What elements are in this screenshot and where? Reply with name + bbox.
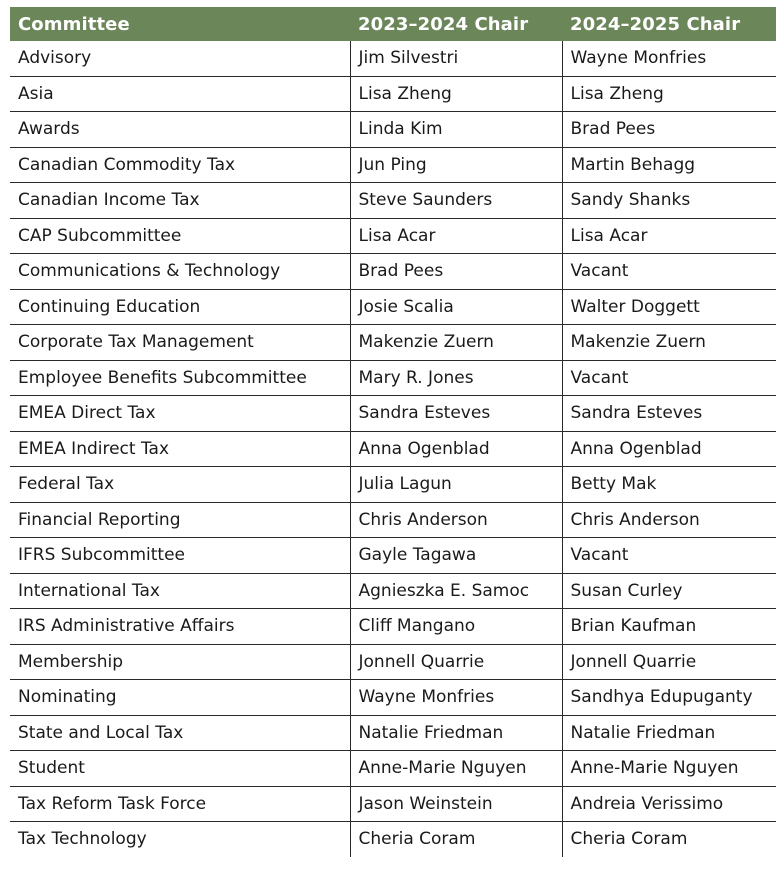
table-row bbox=[10, 502, 776, 538]
chair-2023-2024-cell: Wayne Monfries bbox=[350, 680, 562, 716]
table-row bbox=[10, 183, 776, 219]
table-row bbox=[10, 644, 776, 680]
committee-cell: Tax Reform Task Force bbox=[10, 786, 350, 822]
committee-cell: Nominating bbox=[10, 680, 350, 716]
table-row bbox=[10, 715, 776, 751]
committee-cell: Tax Technology bbox=[18, 829, 147, 850]
chair-2023-2024-cell: Brad Pees bbox=[350, 254, 562, 290]
chair-2023-2024-cell: Cheria Coram bbox=[350, 822, 562, 857]
committee-cell: Employee Benefits Subcommittee bbox=[10, 360, 350, 396]
chair-2024-2025-cell: Brad Pees bbox=[562, 112, 776, 148]
chair-2024-2025-cell: Lisa Zheng bbox=[562, 76, 776, 112]
committee-cell: Asia bbox=[10, 76, 350, 112]
chair-2023-2024-cell: Steve Saunders bbox=[350, 183, 562, 219]
header-row bbox=[10, 7, 776, 41]
chair-2023-2024-cell: Makenzie Zuern bbox=[350, 325, 562, 361]
table-row bbox=[10, 573, 776, 609]
table-row bbox=[10, 751, 776, 787]
committee-cell: State and Local Tax bbox=[10, 715, 350, 751]
header-2023-2024-chair: 2023–2024 Chair bbox=[350, 7, 562, 41]
chair-2024-2025-cell: Vacant bbox=[562, 254, 776, 290]
header-2024-2025-chair: 2024–2025 Chair bbox=[562, 7, 776, 41]
chair-2023-2024-cell: Josie Scalia bbox=[350, 289, 562, 325]
table-row bbox=[10, 822, 776, 857]
chair-2024-2025-cell: Betty Mak bbox=[562, 467, 776, 503]
table-row bbox=[10, 431, 776, 467]
table-row bbox=[10, 76, 776, 112]
table-row bbox=[10, 680, 776, 716]
chair-2024-2025-cell: Martin Behagg bbox=[562, 147, 776, 183]
table-row bbox=[10, 396, 776, 432]
chair-2023-2024-cell: Jason Weinstein bbox=[350, 786, 562, 822]
table-row bbox=[10, 786, 776, 822]
committee-cell: Federal Tax bbox=[10, 467, 350, 503]
chair-2024-2025-cell: Makenzie Zuern bbox=[562, 325, 776, 361]
chair-2024-2025-cell: Walter Doggett bbox=[562, 289, 776, 325]
table-row bbox=[10, 538, 776, 574]
committee-cell: EMEA Indirect Tax bbox=[10, 431, 350, 467]
table-row bbox=[10, 147, 776, 183]
chair-2023-2024-cell: Agnieszka E. Samoc bbox=[350, 573, 562, 609]
chair-2023-2024-cell: Natalie Friedman bbox=[350, 715, 562, 751]
chair-2024-2025-cell: Sandhya Edupuganty bbox=[562, 680, 776, 716]
chair-2023-2024-cell: Anne-Marie Nguyen bbox=[350, 751, 562, 787]
chair-2024-2025-cell: Lisa Acar bbox=[562, 218, 776, 254]
table-header bbox=[10, 7, 776, 41]
committee-cell: EMEA Direct Tax bbox=[10, 396, 350, 432]
chair-2024-2025-cell: Vacant bbox=[562, 538, 776, 574]
committee-cell: IFRS Subcommittee bbox=[10, 538, 350, 574]
chair-2024-2025-cell: Susan Curley bbox=[562, 573, 776, 609]
chair-2023-2024-cell: Lisa Zheng bbox=[350, 76, 562, 112]
table-row bbox=[10, 467, 776, 503]
committee-cell: CAP Subcommittee bbox=[10, 218, 350, 254]
committee-cell: International Tax bbox=[10, 573, 350, 609]
committee-cell: IRS Administrative Affairs bbox=[10, 609, 350, 645]
chair-2023-2024-cell: Mary R. Jones bbox=[350, 360, 562, 396]
chair-2023-2024-cell: Chris Anderson bbox=[350, 502, 562, 538]
chair-2024-2025-cell: Cheria Coram bbox=[562, 822, 776, 857]
committee-cell: Membership bbox=[10, 644, 350, 680]
chair-2023-2024-cell: Lisa Acar bbox=[350, 218, 562, 254]
committee-cell: Advisory bbox=[10, 41, 350, 76]
chair-2023-2024-cell: Julia Lagun bbox=[350, 467, 562, 503]
committee-cell: Communications & Technology bbox=[10, 254, 350, 290]
chair-2024-2025-cell: Sandy Shanks bbox=[562, 183, 776, 219]
chair-2023-2024-cell: Jonnell Quarrie bbox=[350, 644, 562, 680]
chair-2023-2024-cell: Linda Kim bbox=[350, 112, 562, 148]
table-row bbox=[10, 218, 776, 254]
table-row bbox=[10, 609, 776, 645]
chair-2024-2025-cell: Natalie Friedman bbox=[562, 715, 776, 751]
committee-cell: Financial Reporting bbox=[10, 502, 350, 538]
chair-2023-2024-cell: Cliff Mangano bbox=[350, 609, 562, 645]
chair-2023-2024-cell: Anna Ogenblad bbox=[350, 431, 562, 467]
committee-cell: Student bbox=[10, 751, 350, 787]
chair-2023-2024-cell: Jim Silvestri bbox=[350, 41, 562, 76]
table-row bbox=[10, 254, 776, 290]
chair-2023-2024-cell: Jun Ping bbox=[350, 147, 562, 183]
committee-cell: Awards bbox=[10, 112, 350, 148]
chair-2024-2025-cell: Brian Kaufman bbox=[562, 609, 776, 645]
committee-chairs-table-container bbox=[10, 7, 776, 857]
chair-2023-2024-cell: Gayle Tagawa bbox=[350, 538, 562, 574]
table-body bbox=[10, 41, 776, 857]
table-row bbox=[10, 325, 776, 361]
table-row bbox=[10, 289, 776, 325]
header-committee: Committee bbox=[10, 7, 350, 41]
table-row bbox=[10, 41, 776, 76]
chair-2024-2025-cell: Jonnell Quarrie bbox=[562, 644, 776, 680]
chair-2024-2025-cell: Wayne Monfries bbox=[562, 41, 776, 76]
committee-cell: Canadian Income Tax bbox=[10, 183, 350, 219]
table-row bbox=[10, 112, 776, 148]
committee-cell: Continuing Education bbox=[10, 289, 350, 325]
chair-2024-2025-cell: Anne-Marie Nguyen bbox=[562, 751, 776, 787]
committee-cell: Corporate Tax Management bbox=[10, 325, 350, 361]
chair-2024-2025-cell: Sandra Esteves bbox=[562, 396, 776, 432]
chair-2024-2025-cell: Vacant bbox=[562, 360, 776, 396]
table-row bbox=[10, 360, 776, 396]
chair-2024-2025-cell: Chris Anderson bbox=[562, 502, 776, 538]
chair-2024-2025-cell: Anna Ogenblad bbox=[562, 431, 776, 467]
chair-2023-2024-cell: Sandra Esteves bbox=[350, 396, 562, 432]
chair-2024-2025-cell: Andreia Verissimo bbox=[562, 786, 776, 822]
committee-chairs-table bbox=[10, 7, 776, 857]
committee-cell: Canadian Commodity Tax bbox=[10, 147, 350, 183]
